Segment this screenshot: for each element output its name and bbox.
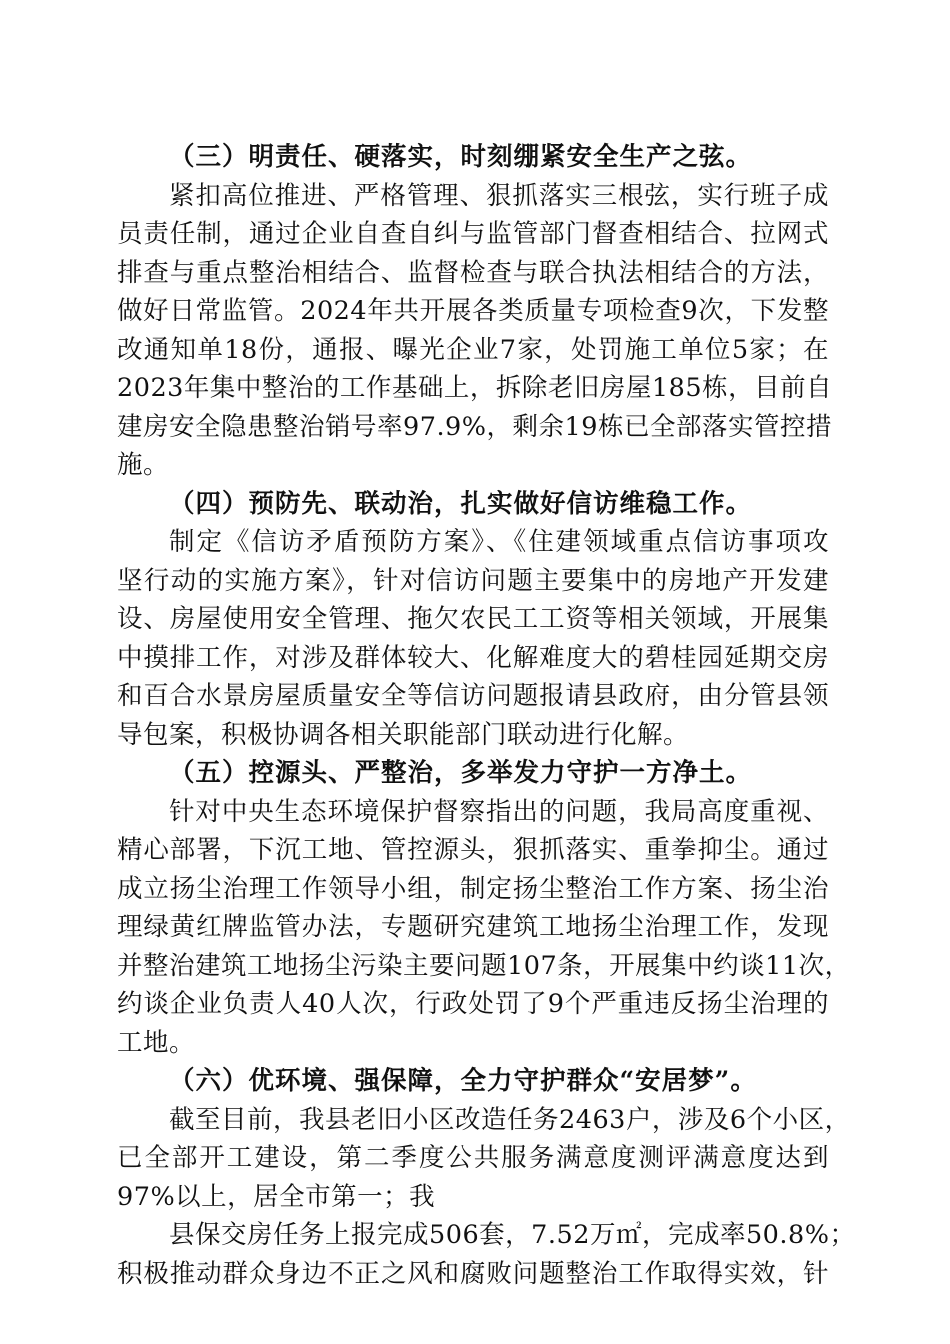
paragraph-line: 和百合水景房屋质量安全等信访问题报请县政府，由分管县领 [117, 681, 829, 711]
paragraph-line: 导包案，积极协调各相关职能部门联动进行化解。 [117, 719, 690, 750]
paragraph-line: 并整治建筑工地扬尘污染主要问题107条，开展集中约谈11次， [117, 950, 851, 981]
section-heading: （五）控源头、严整治，多举发力守护一方净土。 [169, 758, 753, 788]
paragraph-line: 2023年集中整治的工作基础上，拆除老旧房屋185栋，目前自 [117, 373, 833, 403]
paragraph-line: 建房安全隐患整治销号率97.9%，剩余19栋已全部落实管控措 [117, 411, 832, 442]
paragraph-line: 员责任制，通过企业自查自纠与监管部门督查相结合、拉网式 [117, 219, 829, 249]
paragraph-line: 坚行动的实施方案》，针对信访问题主要集中的房地产开发建 [117, 565, 829, 596]
paragraph-line: 积极推动群众身边不正之风和腐败问题整治工作取得实效，针 [117, 1258, 829, 1289]
paragraph-line: 中摸排工作，对涉及群体较大、化解难度大的碧桂园延期交房 [117, 642, 829, 673]
section-heading: （四）预防先、联动治，扎实做好信访维稳工作。 [169, 488, 753, 519]
paragraph-line: 县保交房任务上报完成506套，7.52万㎡，完成率50.8%； [169, 1220, 856, 1250]
paragraph-line: 排查与重点整治相结合、监督检查与联合执法相结合的方法， [117, 257, 829, 288]
paragraph-line: 截至目前，我县老旧小区改造任务2463户，涉及6个小区， [169, 1104, 851, 1135]
paragraph-line: 成立扬尘治理工作领导小组，制定扬尘整治工作方案、扬尘治 [117, 873, 829, 904]
paragraph-line: 97%以上，居全市第一；我 [117, 1181, 436, 1212]
document-page [117, 138, 856, 1293]
paragraph-line: 紧扣高位推进、严格管理、狠抓落实三根弦，实行班子成 [169, 180, 829, 211]
paragraph-line: 已全部开工建设，第二季度公共服务满意度测评满意度达到 [117, 1143, 829, 1173]
paragraph-line: 施。 [117, 450, 170, 480]
paragraph-line: 改通知单18份，通报、曝光企业7家，处罚施工单位5家；在 [117, 334, 829, 365]
paragraph-line: 针对中央生态环境保护督察指出的问题，我局高度重视、 [169, 796, 829, 827]
paragraph-line: 工地。 [117, 1027, 196, 1058]
paragraph-line: 约谈企业负责人40人次，行政处罚了9个严重违反扬尘治理的 [117, 989, 829, 1019]
section-heading: （三）明责任、硬落实，时刻绷紧安全生产之弦。 [169, 142, 753, 172]
paragraph-line: 做好日常监管。2024年共开展各类质量专项检查9次，下发整 [117, 296, 829, 326]
paragraph-line: 设、房屋使用安全管理、拖欠农民工工资等相关领域，开展集 [117, 604, 829, 634]
paragraph-line: 理绿黄红牌监管办法，专题研究建筑工地扬尘治理工作，发现 [117, 912, 829, 942]
section-heading: （六）优环境、强保障，全力守护群众“安居梦”。 [169, 1066, 757, 1096]
paragraph-line: 制定《信访矛盾预防方案》、《住建领域重点信访事项攻 [169, 527, 829, 557]
paragraph-line: 精心部署，下沉工地、管控源头，狠抓落实、重拳抑尘。通过 [117, 835, 829, 865]
